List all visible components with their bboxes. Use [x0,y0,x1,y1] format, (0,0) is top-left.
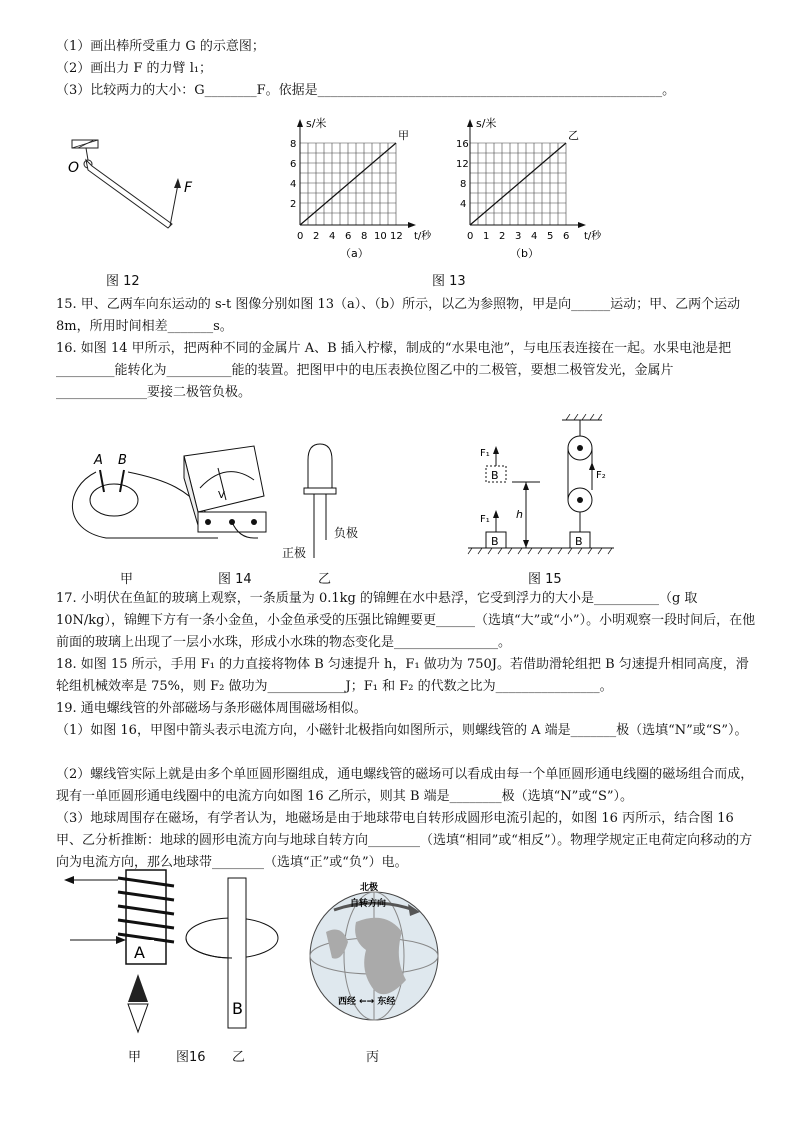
label-negative: 负极 [334,526,359,540]
xtick: 12 [390,231,403,242]
label-positive: 正极 [282,546,307,560]
fig12-caption: 图 12 [106,274,140,289]
block-b-raised: B [491,469,499,482]
series-a-name: 甲 [398,129,409,142]
xlabel-a: t/秒 [414,231,432,242]
fig14-caption: 图 14 [218,572,252,587]
q14-part2: （2）画出力 F 的力臂 l₁； [56,61,213,76]
xtick: 2 [313,231,320,242]
fig13-caption: 图 13 [432,274,466,289]
xtick: 10 [374,231,387,242]
fig16-caption: 图16 [176,1050,206,1065]
rotation-direction-label: 自转方向 [350,899,387,909]
force-f1: F₁ [480,514,490,525]
figure-13b [456,115,616,265]
force-f1: F₁ [480,448,490,459]
q14-part3: （3）比较两力的大小：G________F。依据是_____________________________________________________。 [56,83,676,98]
fig15-caption: 图 15 [528,572,562,587]
xtick: 4 [329,231,336,242]
xtick: 8 [361,231,368,242]
ytick: 12 [456,159,469,170]
q19-part3: （3）地球周围存在磁场，有学者认为，地磁场是由于地球带电自转形成圆形电流引起的，如图 16 丙所示，结合图 16 甲、乙分析推断：地球的圆形电流方向与地球自转方向________（选填“相同”或“相反”）。物理学规定正电荷定向移动的方向为电流方向，那么地球带________（选填“正”或“负”）电。 [56,811,753,870]
q19-part2: （2）螺线管实际上就是由多个单匝圆形圈组成，通电螺线管的磁场可以看成由每一个单匝圆形通电线圈的磁场组合而成，现有一单匝圆形通电线圈中的电流方向如图 16 乙所示，则其 B 端是________极（选填“N”或“S”）。 [56,767,754,804]
ylabel-a: s/米 [306,117,327,130]
question-18: 18. 如图 15 所示，手用 F₁ 的力直接将物体 B 匀速提升 h，F₁ 做功为 750J。若借助滑轮组把 B 匀速提升相同高度，滑轮组机械效率是 75%，则 F₂ 做功为____________J；F₁ 和 F₂ 的代数之比为________________。 [56,657,749,694]
sub-a: （a） [340,247,369,260]
figure-15 [466,414,616,564]
xtick: 3 [515,231,522,242]
longitude-label: 西经 ←→ 东经 [338,997,396,1007]
xtick: 1 [483,231,490,242]
q19-title: 19. 通电螺线管的外部磁场与条形磁体周围磁场相似。 [56,701,367,716]
fig14-jia: 甲 [120,572,134,587]
ytick: 2 [290,199,297,210]
xtick: 2 [499,231,506,242]
figure-16 [56,862,516,1042]
question-17: 17. 小明伏在鱼缸的玻璃上观察，一条质量为 0.1kg 的锦鲤在水中悬浮，它受到浮力的大小是__________（g 取 10N/kg），锦鲤下方有一条小金鱼，小金鱼承受的压强比锦鲤要更______（选填“大”或“小”）。小明观察一段时间后，在他前面的玻璃上出现了一层小水珠，形成小水珠的物态变化是________________。 [56,591,756,650]
solenoid-end-a: A [134,943,145,962]
ytick: 6 [290,159,297,170]
question-16: 16. 如图 14 甲所示，把两种不同的金属片 A、B 插入柠檬，制成的“水果电池”，与电压表连接在一起。水果电池是把_________能转化为__________能的装置。把图甲中的电压表换位图乙中的二极管，要想二极管发光，金属片______________要接二极管负极。 [56,341,732,400]
label-f: F [184,180,193,196]
ytick: 4 [290,179,297,190]
height-h: h [516,508,523,521]
question-15: 15. 甲、乙两车向东运动的 s-t 图像分别如图 13（a）、（b）所示，以乙为参照物，甲是向______运动；甲、乙两个运动 8m，所用时间相差_______s。 [56,297,741,334]
xtick: 0 [467,231,474,242]
ytick: 8 [460,179,467,190]
block-b: B [491,535,499,548]
label-b: B [118,453,127,468]
xtick: 0 [297,231,304,242]
ytick: 16 [456,139,469,150]
xtick: 4 [531,231,538,242]
figure-13a [286,115,446,265]
figure-12 [60,138,210,238]
rod-end-b: B [232,999,243,1018]
xtick: 6 [345,231,352,242]
q14-part1: （1）画出棒所受重力 G 的示意图； [56,39,265,54]
xtick: 5 [547,231,554,242]
q19-part1: （1）如图 16，甲图中箭头表示电流方向，小磁针北极指向如图所示，则螺线管的 A 端是_______极（选填“N”或“S”）。 [56,723,748,738]
block-b: B [575,535,583,548]
svg-text:V: V [218,490,225,501]
ylabel-b: s/米 [476,117,497,130]
fig16-yi: 乙 [232,1050,246,1065]
force-f2: F₂ [596,470,606,481]
ytick: 8 [290,139,297,150]
xtick: 6 [563,231,570,242]
ytick: 4 [460,199,467,210]
sub-b: （b） [510,247,539,260]
series-b-name: 乙 [568,129,579,142]
label-a: A [94,453,103,468]
north-pole-label: 北极 [360,883,379,893]
fig14-yi: 乙 [318,572,332,587]
fig16-jia: 甲 [128,1050,142,1065]
label-o: O [68,160,80,176]
xlabel-b: t/秒 [584,231,602,242]
fig16-bing: 丙 [366,1050,380,1065]
